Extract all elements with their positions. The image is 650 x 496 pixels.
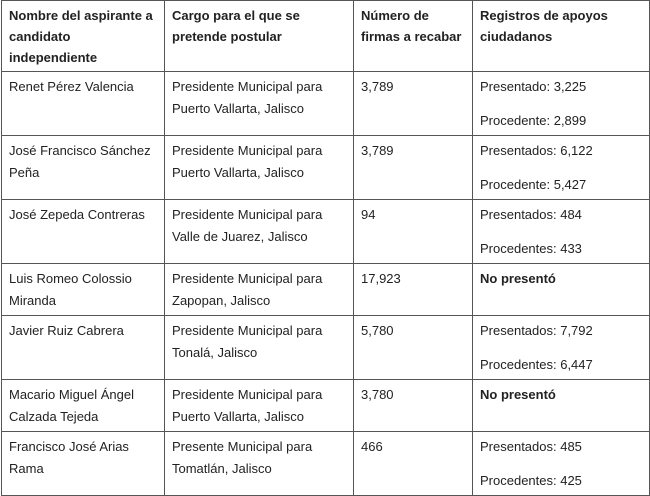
header-cargo: Cargo para el que se pretende postular (165, 1, 354, 72)
table-row (2, 264, 650, 316)
cell-cargo: Presidente Municipal para Tonalá, Jalisco (165, 316, 354, 380)
cell-cargo: Presidente Municipal para Puerto Vallarta, Jalisco (165, 136, 354, 200)
registro-presentado: Presentados: 484 (480, 207, 582, 222)
cell-name: José Zepeda Contreras (2, 200, 165, 264)
cell-registros (473, 136, 650, 200)
registro-procedente: Procedentes: 433 (480, 241, 582, 256)
cell-cargo: Presente Municipal para Tomatlán, Jalisco (165, 432, 354, 496)
table-row (2, 432, 650, 496)
cell-cargo: Presidente Municipal para Puerto Vallarta, Jalisco (165, 72, 354, 136)
registro-no-presento: No presentó (480, 271, 556, 286)
cell-registros (473, 72, 650, 136)
cell-firmas: 466 (354, 432, 473, 496)
cell-name: José Francisco Sánchez Peña (2, 136, 165, 200)
registro-presentado: Presentados: 485 (480, 439, 582, 454)
cell-firmas: 3,780 (354, 380, 473, 432)
candidates-table (1, 0, 650, 496)
registro-presentado: Presentados: 7,792 (480, 323, 593, 338)
table-row (2, 316, 650, 380)
cell-registros (473, 200, 650, 264)
cell-registros (473, 380, 650, 432)
cell-registros (473, 316, 650, 380)
cell-name: Macario Miguel Ángel Calzada Tejeda (2, 380, 165, 432)
cell-firmas: 94 (354, 200, 473, 264)
registro-no-presento: No presentó (480, 387, 556, 402)
cell-name: Francisco José Arias Rama (2, 432, 165, 496)
cell-firmas: 5,780 (354, 316, 473, 380)
cell-registros (473, 432, 650, 496)
registro-procedente: Procedente: 2,899 (480, 113, 587, 128)
header-name: Nombre del aspirante a candidato independiente (2, 1, 165, 72)
table-row (2, 72, 650, 136)
header-firmas: Número de firmas a recabar (354, 1, 473, 72)
cell-firmas: 17,923 (354, 264, 473, 316)
cell-firmas: 3,789 (354, 72, 473, 136)
registro-procedente: Procedente: 5,427 (480, 177, 587, 192)
header-registros: Registros de apoyos ciudadanos (473, 1, 650, 72)
table-row (2, 380, 650, 432)
cell-cargo: Presidente Municipal para Puerto Vallarta, Jalisco (165, 380, 354, 432)
cell-cargo: Presidente Municipal para Valle de Juarez, Jalisco (165, 200, 354, 264)
registro-presentado: Presentado: 3,225 (480, 79, 587, 94)
cell-name: Renet Pérez Valencia (2, 72, 165, 136)
cell-name: Javier Ruiz Cabrera (2, 316, 165, 380)
registro-procedente: Procedentes: 6,447 (480, 357, 593, 372)
registro-presentado: Presentados: 6,122 (480, 143, 593, 158)
table-row (2, 136, 650, 200)
cell-name: Luis Romeo Colossio Miranda (2, 264, 165, 316)
cell-firmas: 3,789 (354, 136, 473, 200)
registro-procedente: Procedentes: 425 (480, 473, 582, 488)
table-header-row (2, 1, 650, 72)
cell-registros (473, 264, 650, 316)
cell-cargo: Presidente Municipal para Zapopan, Jalisco (165, 264, 354, 316)
table-row (2, 200, 650, 264)
